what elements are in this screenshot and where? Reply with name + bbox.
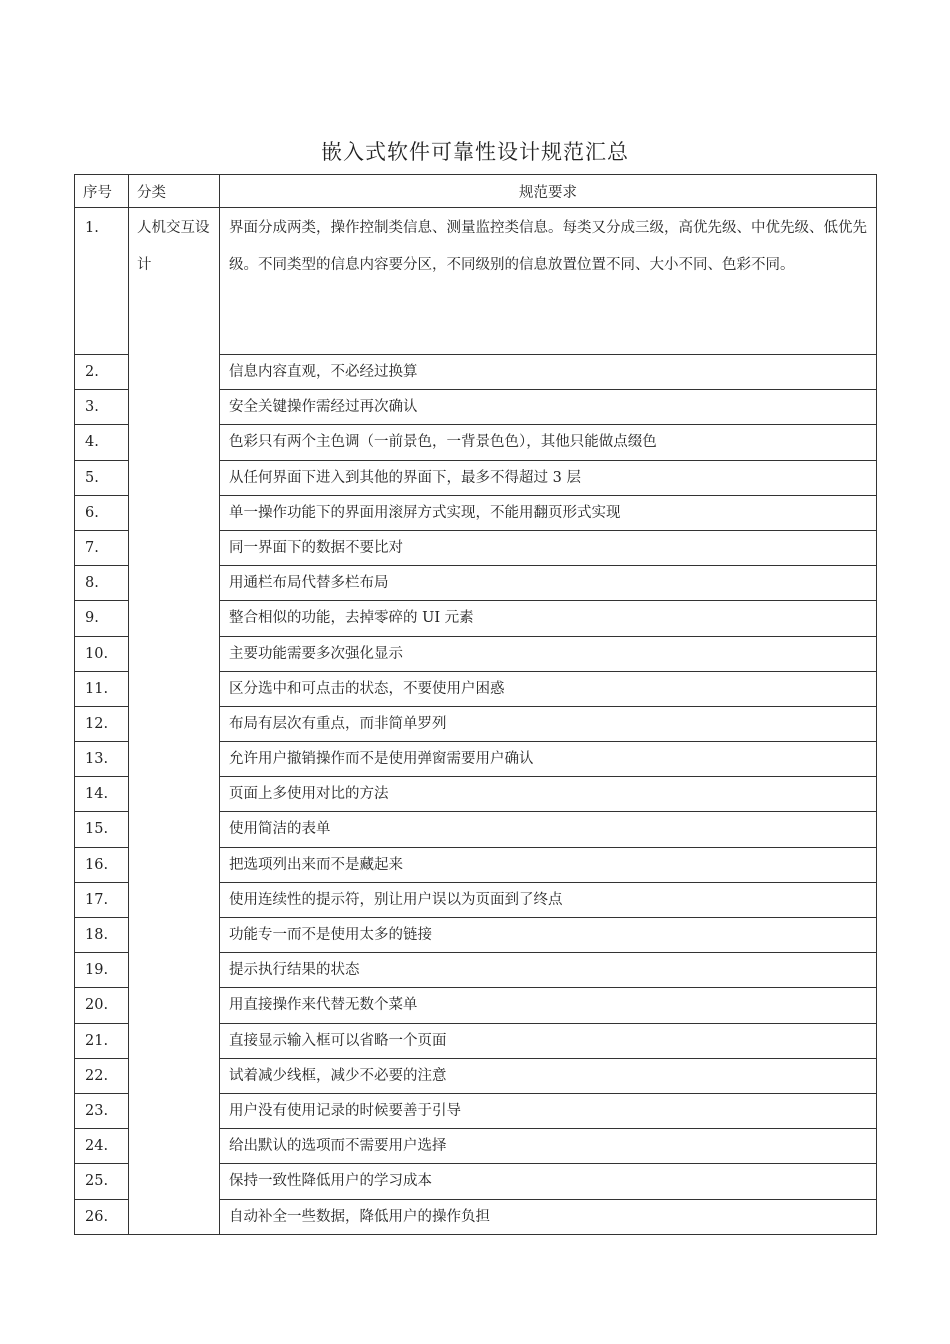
row-requirement: 界面分成两类，操作控制类信息、测量监控类信息。每类又分成三级，高优先级、中优先级、低优先级。不同类型的信息内容要分区，不同级别的信息放置位置不同、大小不同、色彩不同。 <box>220 208 877 355</box>
row-serial-no: 4. <box>75 425 129 460</box>
row-serial-no: 12. <box>75 706 129 741</box>
row-serial-no: 17. <box>75 882 129 917</box>
row-requirement: 信息内容直观，不必经过换算 <box>220 355 877 390</box>
row-requirement: 使用连续性的提示符，别让用户误以为页面到了终点 <box>220 882 877 917</box>
row-requirement: 允许用户撤销操作而不是使用弹窗需要用户确认 <box>220 742 877 777</box>
row-requirement: 主要功能需要多次强化显示 <box>220 636 877 671</box>
row-requirement: 单一操作功能下的界面用滚屏方式实现，不能用翻页形式实现 <box>220 495 877 530</box>
row-requirement: 安全关键操作需经过再次确认 <box>220 390 877 425</box>
header-serial-no: 序号 <box>75 175 129 208</box>
row-requirement: 用通栏布局代替多栏布局 <box>220 566 877 601</box>
row-requirement: 直接显示输入框可以省略一个页面 <box>220 1023 877 1058</box>
table-body <box>75 208 877 1235</box>
table-row <box>75 208 877 355</box>
row-serial-no: 25. <box>75 1164 129 1199</box>
table-header-row <box>75 175 877 208</box>
row-requirement: 保持一致性降低用户的学习成本 <box>220 1164 877 1199</box>
row-serial-no: 6. <box>75 495 129 530</box>
row-serial-no: 1. <box>75 208 129 355</box>
row-requirement: 色彩只有两个主色调（一前景色，一背景色色），其他只能做点缀色 <box>220 425 877 460</box>
row-requirement: 整合相似的功能，去掉零碎的 UI 元素 <box>220 601 877 636</box>
spec-table <box>74 174 877 1235</box>
row-requirement: 区分选中和可点击的状态，不要使用户困惑 <box>220 671 877 706</box>
row-serial-no: 16. <box>75 847 129 882</box>
row-serial-no: 10. <box>75 636 129 671</box>
row-requirement: 页面上多使用对比的方法 <box>220 777 877 812</box>
row-requirement: 自动补全一些数据，降低用户的操作负担 <box>220 1199 877 1234</box>
row-serial-no: 3. <box>75 390 129 425</box>
row-serial-no: 13. <box>75 742 129 777</box>
row-serial-no: 24. <box>75 1129 129 1164</box>
row-serial-no: 23. <box>75 1093 129 1128</box>
row-serial-no: 7. <box>75 530 129 565</box>
row-requirement: 给出默认的选项而不需要用户选择 <box>220 1129 877 1164</box>
row-serial-no: 21. <box>75 1023 129 1058</box>
row-requirement: 功能专一而不是使用太多的链接 <box>220 918 877 953</box>
row-serial-no: 20. <box>75 988 129 1023</box>
row-requirement: 从任何界面下进入到其他的界面下，最多不得超过 3 层 <box>220 460 877 495</box>
row-requirement: 试着减少线框，减少不必要的注意 <box>220 1058 877 1093</box>
row-serial-no: 22. <box>75 1058 129 1093</box>
row-requirement: 使用简洁的表单 <box>220 812 877 847</box>
header-requirement: 规范要求 <box>220 175 877 208</box>
row-requirement: 把选项列出来而不是藏起来 <box>220 847 877 882</box>
header-category: 分类 <box>129 175 220 208</box>
row-serial-no: 26. <box>75 1199 129 1234</box>
row-serial-no: 15. <box>75 812 129 847</box>
row-serial-no: 11. <box>75 671 129 706</box>
row-serial-no: 2. <box>75 355 129 390</box>
row-requirement: 同一界面下的数据不要比对 <box>220 530 877 565</box>
document-title: 嵌入式软件可靠性设计规范汇总 <box>321 140 629 164</box>
row-serial-no: 19. <box>75 953 129 988</box>
row-requirement: 用户没有使用记录的时候要善于引导 <box>220 1093 877 1128</box>
row-requirement: 布局有层次有重点，而非简单罗列 <box>220 706 877 741</box>
row-serial-no: 18. <box>75 918 129 953</box>
category-cell: 人机交互设计 <box>129 208 220 1235</box>
row-serial-no: 9. <box>75 601 129 636</box>
row-requirement: 提示执行结果的状态 <box>220 953 877 988</box>
row-requirement: 用直接操作来代替无数个菜单 <box>220 988 877 1023</box>
row-serial-no: 14. <box>75 777 129 812</box>
row-serial-no: 8. <box>75 566 129 601</box>
row-serial-no: 5. <box>75 460 129 495</box>
